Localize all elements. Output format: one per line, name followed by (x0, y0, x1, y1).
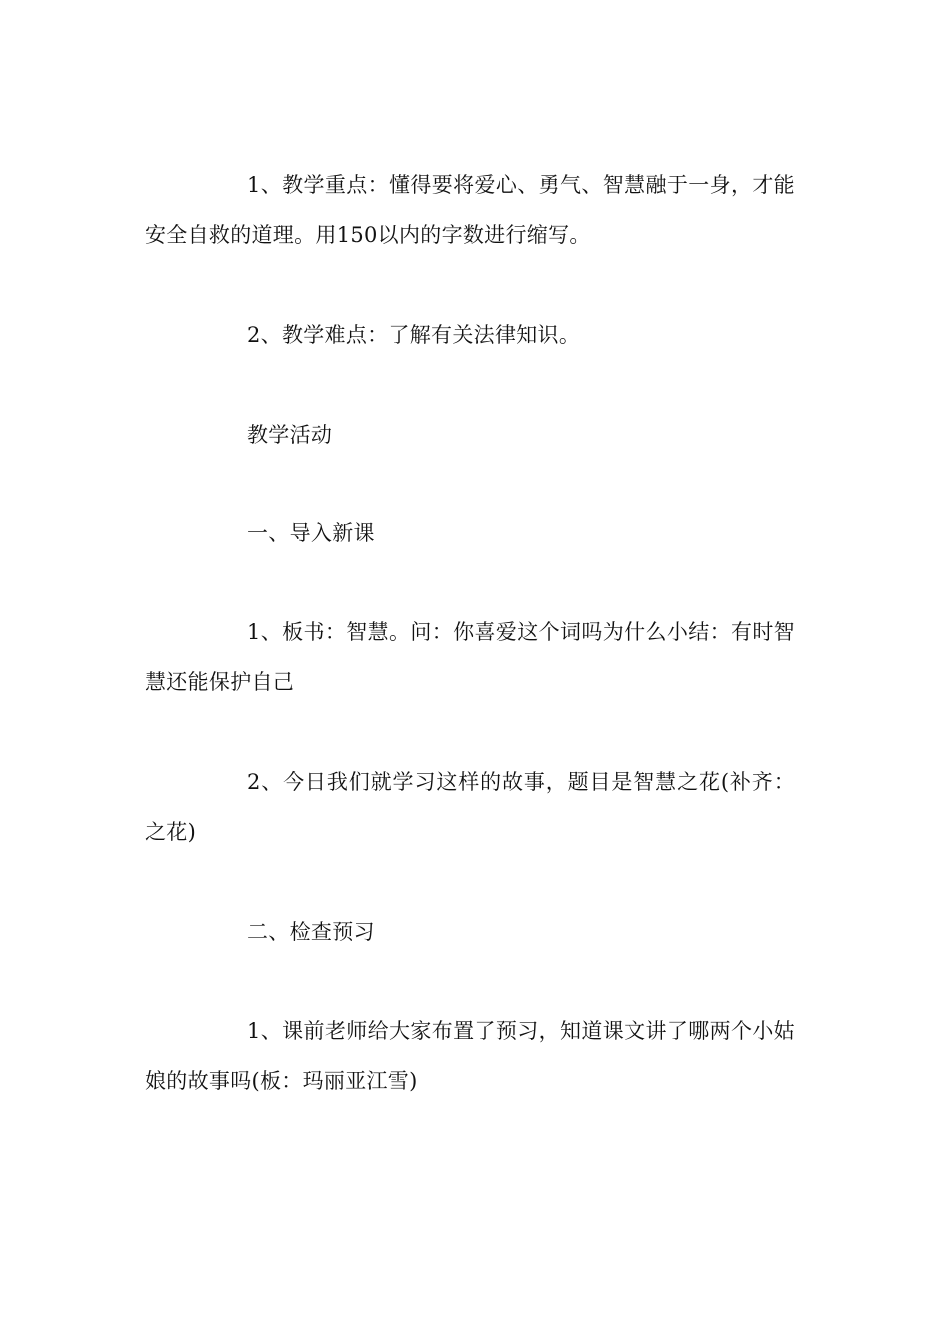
heading-check-preview: 二、检查预习 (247, 920, 375, 944)
heading-teaching-activities: 教学活动 (247, 423, 333, 447)
heading-introduce-new-lesson: 一、导入新课 (247, 521, 375, 545)
paragraph-story-title: 2、今日我们就学习这样的故事，题目是智慧之花(补齐：之花) (145, 770, 795, 844)
paragraph-teaching-difficulty: 2、教学难点：了解有关法律知识。 (247, 323, 581, 347)
paragraph-board-writing: 1、板书：智慧。问：你喜爱这个词吗为什么小结：有时智慧还能保护自己 (145, 620, 795, 694)
paragraph-teaching-focus: 1、教学重点：懂得要将爱心、勇气、智慧融于一身，才能安全自救的道理。用150以内的字数进行缩写。 (145, 173, 795, 247)
paragraph-preview-question: 1、课前老师给大家布置了预习，知道课文讲了哪两个小姑娘的故事吗(板：玛丽亚江雪) (145, 1019, 795, 1093)
